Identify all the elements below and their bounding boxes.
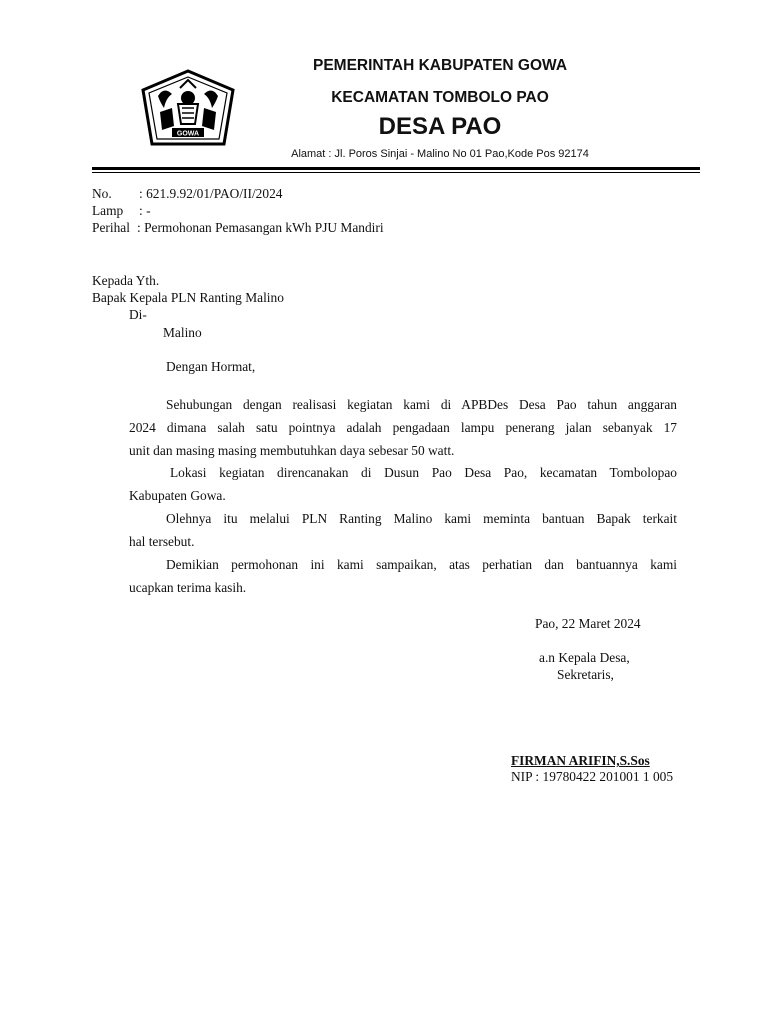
header-rule-thin <box>92 172 700 173</box>
header-rule-thick <box>92 167 700 170</box>
village-title: DESA PAO <box>378 113 502 140</box>
paragraph-line: 2024 dimana salah satu pointnya adalah pengadaan lampu penerang jalan sebanyak 17 <box>129 420 677 435</box>
district-title: KECAMATAN TOMBOLO PAO <box>331 89 549 106</box>
letter-number-value: : 621.9.92/01/PAO/II/2024 <box>139 186 283 201</box>
greeting: Dengan Hormat, <box>166 359 256 374</box>
paragraph-2 <box>129 461 677 507</box>
paragraph-line: Sehubungan dengan realisasi kegiatan kami di APBDes Desa Pao tahun anggaran <box>166 397 677 412</box>
recipient-di: Di- <box>129 307 147 322</box>
subject-value: : Permohonan Pemasangan kWh PJU Mandiri <box>137 220 384 235</box>
address-line: Alamat : Jl. Poros Sinjai - Malino No 01 Pao,Kode Pos 92174 <box>291 148 589 160</box>
recipient-city: Malino <box>163 325 202 340</box>
paragraph-line: unit dan masing masing membutuhkan daya sebesar 50 watt. <box>129 443 455 458</box>
government-title: PEMERINTAH KABUPATEN GOWA <box>312 57 568 74</box>
place-date: Pao, 22 Maret 2024 <box>535 616 641 631</box>
paragraph-line: Olehnya itu melalui PLN Ranting Malino kami meminta bantuan Bapak terkait <box>166 511 677 526</box>
paragraph-4 <box>129 553 677 599</box>
paragraph-line: Demikian permohonan ini kami sampaikan, atas perhatian dan bantuannya kami <box>166 557 677 572</box>
attachment-value: : - <box>139 203 151 218</box>
signer-name: FIRMAN ARIFIN,S.Sos <box>511 753 650 768</box>
paragraph-line: Lokasi kegiatan direncanakan di Dusun Pao Desa Pao, kecamatan Tombolopao <box>170 465 677 480</box>
paragraph-1 <box>129 393 677 462</box>
recipient-salutation: Kepada Yth. <box>92 273 160 288</box>
attachment-label: Lamp <box>92 203 124 218</box>
letter-number-label: No. <box>92 186 112 201</box>
paragraph-3 <box>129 507 677 553</box>
subject-label: Perihal <box>92 220 130 235</box>
signer-nip: NIP : 19780422 201001 1 005 <box>511 769 674 784</box>
svg-text:GOWA: GOWA <box>176 130 200 138</box>
gowa-regency-emblem <box>138 68 238 150</box>
signer-position: Sekretaris, <box>557 667 614 682</box>
recipient-name: Bapak Kepala PLN Ranting Malino <box>92 290 284 305</box>
paragraph-line: hal tersebut. <box>129 534 195 549</box>
paragraph-line: Kabupaten Gowa. <box>129 488 226 503</box>
on-behalf-of: a.n Kepala Desa, <box>539 650 630 665</box>
paragraph-line: ucapkan terima kasih. <box>129 580 247 595</box>
